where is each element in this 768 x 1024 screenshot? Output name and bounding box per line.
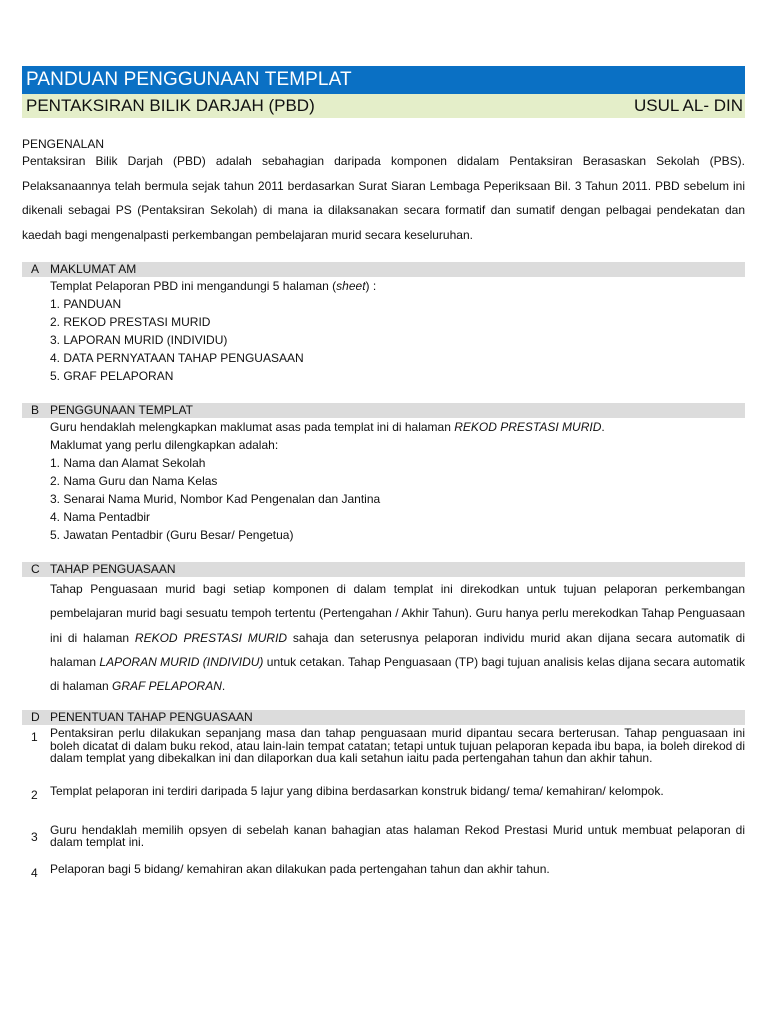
item-text: Guru hendaklah memilih opsyen di sebelah kanan bahagian atas halaman Rekod Prestasi Murid untuk membuat pelaporan di dalam templat ini. (50, 822, 745, 850)
intro-body: Pentaksiran Bilik Darjah (PBD) adalah sebahagian daripada komponen didalam Pentaksiran Berasaskan Sekolah (PBS). Pelaksanaannya telah bermula sejak tahun 2011 berdasarkan Surat Siaran Lembaga Peperiksaan Bil. 3 Tahun 2011. PBD sebelum ini dikenali sebagai PS (Pentaksiran Sekolah) di mana ia dilaksanakan secara formatif dan sumatif dengan pelbagai pendekatan dan kaedah bagi mengenalpasti perkembangan pembelajaran murid secara keseluruhan. (22, 154, 745, 242)
section-letter: C (31, 562, 40, 576)
list-item (22, 727, 745, 765)
list-item: 2. Nama Guru dan Nama Kelas (50, 474, 218, 488)
section-a-lead: Templat Pelaporan PBD ini mengandungi 5 halaman (sheet) : (50, 279, 377, 293)
item-text: Pelaporan bagi 5 bidang/ kemahiran akan dilakukan pada pertengahan tahun dan akhir tahun. (50, 861, 550, 876)
list-item: 2. REKOD PRESTASI MURID (50, 315, 211, 329)
section-b-header (22, 403, 745, 418)
subtitle-bar (22, 94, 745, 118)
intro-heading: PENGENALAN (22, 137, 105, 151)
list-item (22, 863, 745, 880)
item-number: 2 (31, 787, 38, 802)
section-b-body (22, 418, 745, 544)
list-item: 4. Nama Pentadbir (50, 510, 151, 524)
document-page (22, 66, 745, 880)
section-a-header (22, 262, 745, 277)
subtitle-right: USUL AL- DIN (634, 96, 743, 115)
list-item: 3. LAPORAN MURID (INDIVIDU) (50, 333, 228, 347)
list-item: 4. DATA PERNYATAAN TAHAP PENGUASAAN (50, 351, 304, 365)
item-number: 1 (31, 730, 38, 745)
section-title: TAHAP PENGUASAAN (50, 562, 176, 576)
section-d-header (22, 710, 745, 725)
section-title: PENGGUNAAN TEMPLAT (50, 403, 193, 417)
section-letter: D (31, 710, 40, 725)
section-b-lead: Guru hendaklah melengkapkan maklumat asas pada templat ini di halaman REKOD PRESTASI MURID. (50, 420, 605, 434)
section-letter: B (31, 403, 40, 417)
subtitle: PENTAKSIRAN BILIK DARJAH (PBD) (26, 96, 315, 115)
list-item: 5. Jawatan Pentadbir (Guru Besar/ Pengetua) (50, 528, 294, 542)
list-item: 1. PANDUAN (50, 297, 122, 311)
section-d-body (22, 727, 745, 880)
item-number: 4 (31, 865, 38, 880)
list-item: 1. Nama dan Alamat Sekolah (50, 456, 206, 470)
section-b-lead2: Maklumat yang perlu dilengkapkan adalah: (50, 438, 279, 452)
item-text: Pentaksiran perlu dilakukan sepanjang masa dan tahap penguasaan murid dipantau secara berterusan. Tahap penguasaan ini boleh dicatat di dalam buku rekod, atau lain-lain tempat catatan; tetapi untuk tujuan pelaporan kepada ibu bapa, ia boleh direkod di dalam templat yang dibekalkan ini dan dilaporkan dua kali setahun iaitu pada pertengahan tahun dan akhir tahun. (50, 726, 745, 766)
list-item (22, 785, 745, 802)
list-item: 3. Senarai Nama Murid, Nombor Kad Pengenalan dan Jantina (50, 492, 381, 506)
section-a-body (22, 277, 745, 385)
page-title: PANDUAN PENGGUNAAN TEMPLAT (22, 66, 745, 94)
section-title: MAKLUMAT AM (50, 262, 137, 276)
item-number: 3 (31, 829, 38, 844)
section-letter: A (31, 262, 40, 276)
section-c-body: Tahap Penguasaan murid bagi setiap komponen di dalam templat ini direkodkan untuk tujuan pelaporan perkembangan pembelajaran murid bagi sesuatu tempoh tertentu (Pertengahan / Akhir Tahun). Guru hanya perlu merekodkan Tahap Penguasaan ini di halaman REKOD PRESTASI MURID sahaja dan seterusnya pelaporan individu murid akan dijana secara automatik di halaman LAPORAN MURID (INDIVIDU) untuk cetakan. Tahap Penguasaan (TP) bagi tujuan analisis kelas dijana secara automatik di halaman GRAF PELAPORAN. (50, 582, 745, 694)
list-item: 5. GRAF PELAPORAN (50, 369, 174, 383)
item-text: Templat pelaporan ini terdiri daripada 5 lajur yang dibina berdasarkan konstruk bidang/ tema/ kemahiran/ kelompok. (50, 783, 664, 798)
section-c-header (22, 562, 745, 577)
intro-section (22, 137, 745, 247)
section-title: PENENTUAN TAHAP PENGUASAAN (50, 710, 253, 725)
list-item (22, 824, 745, 849)
